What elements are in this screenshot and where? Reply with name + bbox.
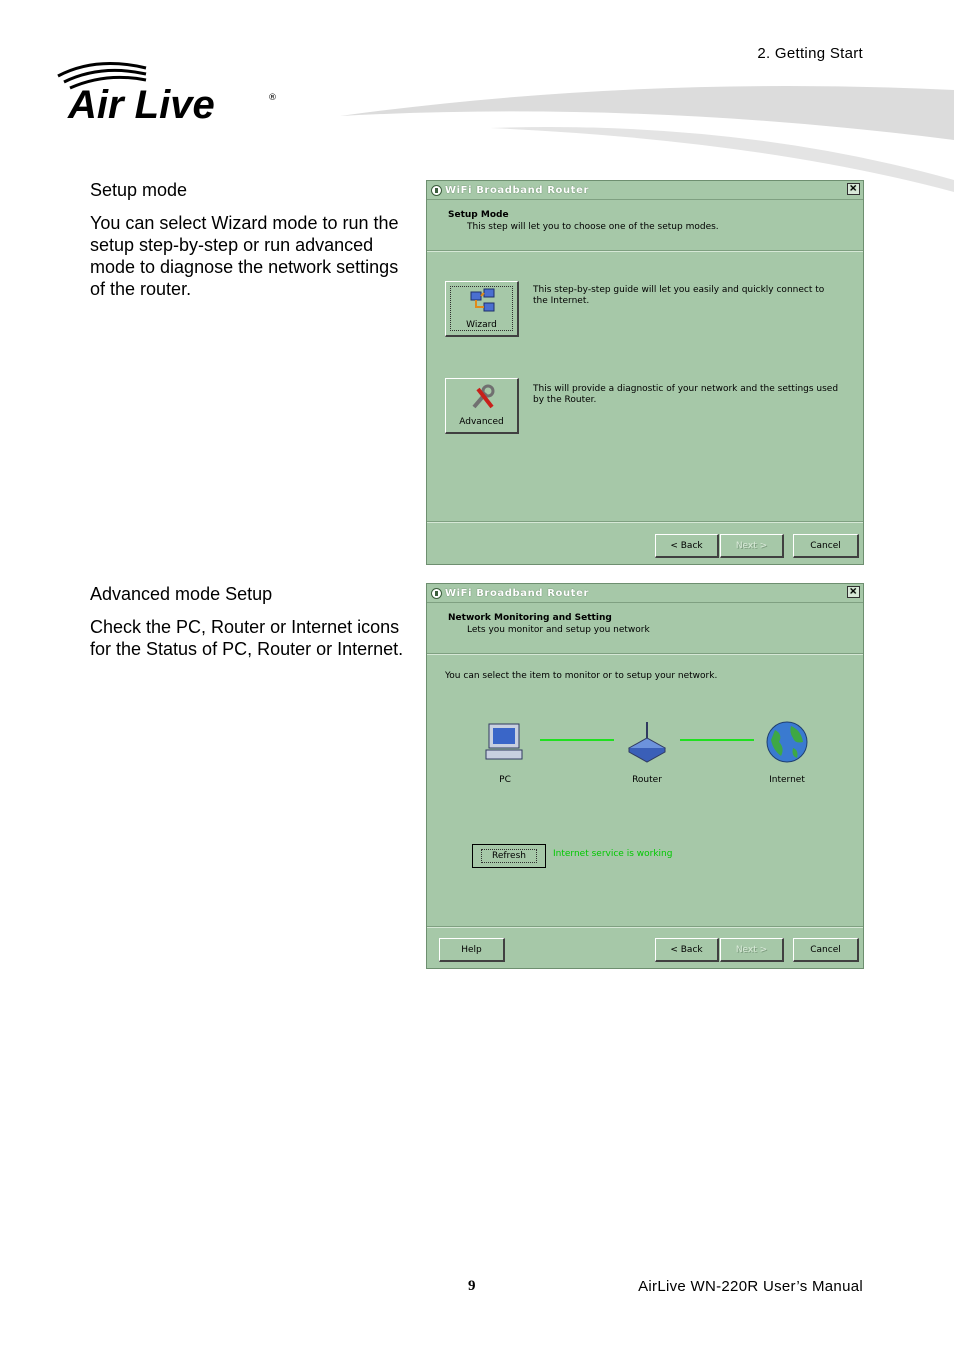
svg-text:®: ®	[268, 93, 277, 103]
wizard-label: Wizard	[466, 320, 497, 330]
wizard-icon	[468, 286, 498, 316]
back-button[interactable]: < Back	[655, 938, 719, 962]
divider	[427, 250, 863, 252]
dialog-titlebar	[427, 584, 863, 603]
setup-mode-title: Setup mode	[90, 180, 188, 200]
wizard-button[interactable]	[445, 281, 519, 337]
close-button[interactable]: ×	[847, 183, 860, 195]
router-label: Router	[632, 775, 662, 785]
advanced-label: Advanced	[459, 417, 504, 427]
window-title: WiFi Broadband Router	[445, 184, 589, 196]
network-monitoring-dialog	[426, 583, 864, 969]
advanced-mode-title: Advanced mode Setup	[90, 584, 273, 604]
divider	[427, 653, 863, 655]
router-icon	[625, 720, 669, 764]
pc-router-link	[540, 739, 614, 741]
advanced-mode-description: Check the PC, Router or Internet icons for the Status of PC, Router or Internet.	[90, 617, 404, 659]
tools-icon	[468, 383, 498, 413]
dialog-subheading: Lets you monitor and setup you network	[467, 625, 650, 635]
setup-mode-dialog	[426, 180, 864, 565]
cancel-button[interactable]: Cancel	[793, 534, 859, 558]
pc-label: PC	[499, 775, 511, 785]
help-button[interactable]: Help	[439, 938, 505, 962]
dialog-titlebar	[427, 181, 863, 200]
router-node[interactable]	[625, 720, 669, 785]
internet-label: Internet	[769, 775, 805, 785]
cancel-button[interactable]: Cancel	[793, 938, 859, 962]
chapter-title: 2. Getting Start	[757, 45, 863, 62]
dialog-heading: Network Monitoring and Setting	[448, 613, 612, 623]
airlive-logo	[56, 58, 286, 128]
dialog-subheading: This step will let you to choose one of the setup modes.	[467, 222, 719, 232]
internet-status: Internet service is working	[553, 849, 673, 859]
internet-node[interactable]	[765, 720, 809, 785]
dialog-heading: Setup Mode	[448, 210, 509, 220]
app-icon	[431, 185, 442, 196]
logo-text: Air Live	[68, 83, 215, 127]
window-title: WiFi Broadband Router	[445, 587, 589, 599]
manual-title: AirLive WN-220R User’s Manual	[638, 1278, 863, 1295]
next-button[interactable]: Next >	[720, 534, 784, 558]
divider	[427, 926, 863, 928]
back-button[interactable]: < Back	[655, 534, 719, 558]
refresh-label: Refresh	[481, 849, 537, 863]
globe-icon	[765, 720, 809, 764]
advanced-description: This will provide a diagnostic of your network and the settings used by the Router.	[533, 384, 839, 405]
instruction-text: You can select the item to monitor or to setup your network.	[445, 671, 718, 681]
page-number: 9	[468, 1278, 476, 1294]
refresh-button[interactable]	[472, 844, 546, 868]
router-internet-link	[680, 739, 754, 741]
close-button[interactable]: ×	[847, 586, 860, 598]
pc-icon	[483, 720, 527, 764]
pc-node[interactable]	[483, 720, 527, 785]
setup-mode-description: You can select Wizard mode to run the setup step-by-step or run advanced mode to diagnose the network settings of the router.	[90, 213, 399, 299]
app-icon	[431, 588, 442, 599]
divider	[427, 521, 863, 523]
next-button[interactable]: Next >	[720, 938, 784, 962]
wizard-description: This step-by-step guide will let you easily and quickly connect to the Internet.	[533, 285, 825, 306]
advanced-button[interactable]	[445, 378, 519, 434]
